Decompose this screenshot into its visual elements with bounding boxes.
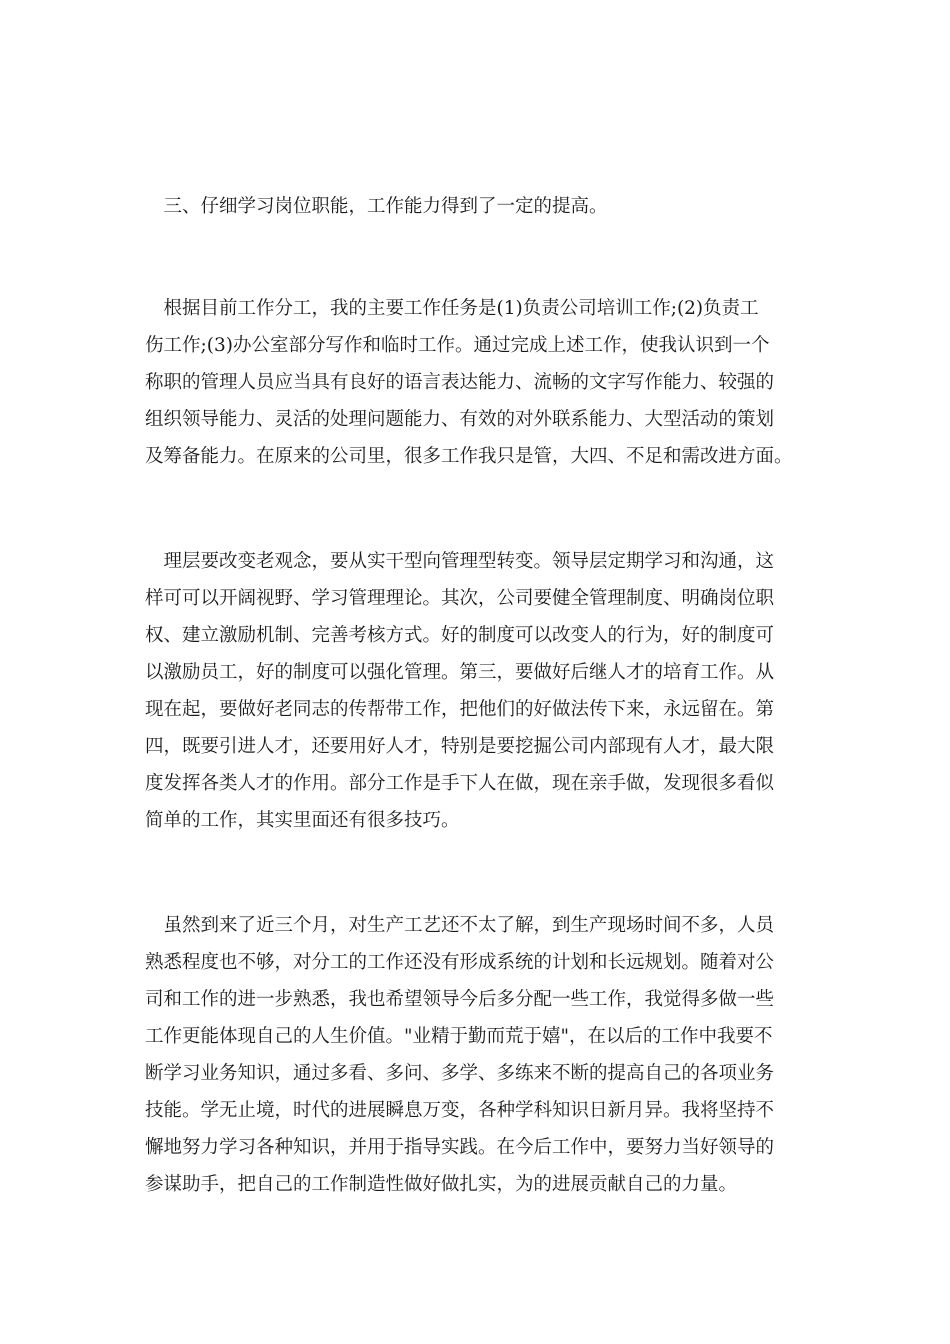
paragraph-line: 简单的工作，其实里面还有很多技巧。	[145, 810, 460, 831]
paragraph-line: 根据目前工作分工，我的主要工作任务是(1)负责公司培训工作;(2)负责工	[145, 298, 759, 319]
paragraph-line: 称职的管理人员应当具有良好的语言表达能力、流畅的文字写作能力、较强的	[145, 372, 775, 393]
paragraph-line: 理层要改变老观念，要从实干型向管理型转变。领导层定期学习和沟通，这	[145, 551, 775, 572]
paragraph-line: 司和工作的进一步熟悉，我也希望领导今后多分配一些工作，我觉得多做一些	[145, 989, 775, 1010]
paragraph-line: 懈地努力学习各种知识，并用于指导实践。在今后工作中，要努力当好领导的	[145, 1137, 775, 1158]
paragraph-line: 虽然到来了近三个月，对生产工艺还不太了解，到生产现场时间不多，人员	[145, 915, 775, 936]
paragraph-line: 及筹备能力。在原来的公司里，很多工作我只是管，大四、不足和需改进方面。	[145, 446, 793, 467]
paragraph-line: 工作更能体现自己的人生价值。"业精于勤而荒于嬉"，在以后的工作中我要不	[145, 1026, 773, 1047]
paragraph-line: 度发挥各类人才的作用。部分工作是手下人在做，现在亲手做，发现很多看似	[145, 773, 775, 794]
paragraph-line: 样可可以开阔视野、学习管理理论。其次，公司要健全管理制度、明确岗位职	[145, 588, 775, 609]
paragraph-line: 伤工作;(3)办公室部分写作和临时工作。通过完成上述工作，使我认识到一个	[145, 335, 770, 356]
paragraph-line: 技能。学无止境，时代的进展瞬息万变，各种学科知识日新月异。我将坚持不	[145, 1100, 775, 1121]
paragraph-line: 断学习业务知识，通过多看、多问、多学、多练来不断的提高自己的各项业务	[145, 1063, 775, 1084]
paragraph-line: 现在起，要做好老同志的传帮带工作，把他们的好做法传下来，永远留在。第	[145, 699, 775, 720]
paragraph-line: 组织领导能力、灵活的处理问题能力、有效的对外联系能力、大型活动的策划	[145, 409, 775, 430]
paragraph-line: 以激励员工，好的制度可以强化管理。第三，要做好后继人才的培育工作。从	[145, 662, 775, 683]
paragraph-line: 熟悉程度也不够，对分工的工作还没有形成系统的计划和长远规划。随着对公	[145, 952, 775, 973]
paragraph-line: 权、建立激励机制、完善考核方式。好的制度可以改变人的行为，好的制度可	[145, 625, 775, 646]
paragraph-line: 四，既要引进人才，还要用好人才，特别是要挖掘公司内部现有人才，最大限	[145, 736, 775, 757]
paragraph-line: 参谋助手，把自己的工作制造性做好做扎实，为的进展贡献自己的力量。	[145, 1174, 738, 1195]
paragraph-line: 三、仔细学习岗位职能，工作能力得到了一定的提高。	[145, 196, 608, 217]
